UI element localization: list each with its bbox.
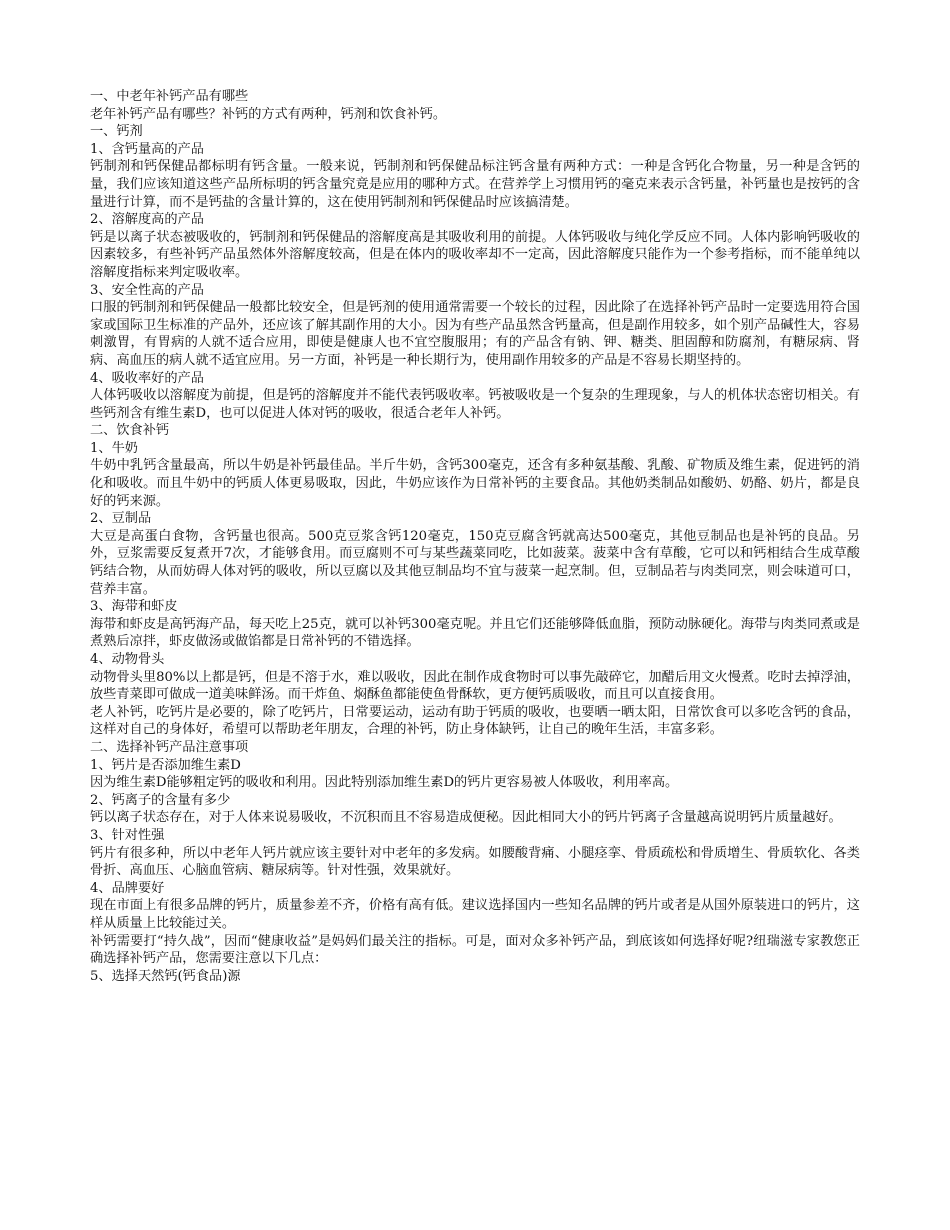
section-heading: 一、钙剂 <box>90 124 143 140</box>
subheading: 4、品牌要好 <box>90 880 165 896</box>
body-paragraph: 牛奶中乳钙含量最高，所以牛奶是补钙最佳品。半斤牛奶，含钙300毫克，还含有多种氨基酸、乳酸、矿物质及维生素，促进钙的消化和吸收。而且牛奶中的钙质人体更易吸取，因此，牛奶应该作为日常补钙的主要食品。其他奶类制品如酸奶、奶酪、奶片，都是良好的钙来源。 <box>90 458 860 509</box>
body-paragraph: 人体钙吸收以溶解度为前提，但是钙的溶解度并不能代表钙吸收率。钙被吸收是一个复杂的生理现象，与人的机体状态密切相关。有些钙剂含有维生素D，也可以促进人体对钙的吸收，很适合老年人补钙。 <box>90 388 860 421</box>
body-paragraph: 钙制剂和钙保健品都标明有钙含量。一般来说，钙制剂和钙保健品标注钙含量有两种方式：一种是含钙化合物量，另一种是含钙的量，我们应该知道这些产品所标明的钙含量究竟是应用的哪种方式。在营养学上习惯用钙的毫克来表示含钙量，补钙量也是按钙的含量进行计算，而不是钙盐的含量计算的，这在使用钙制剂和钙保健品时应该搞清楚。 <box>90 159 860 210</box>
body-paragraph: 钙是以离子状态被吸收的，钙制剂和钙保健品的溶解度高是其吸收利用的前提。人体钙吸收与纯化学反应不同。人体内影响钙吸收的因素较多，有些补钙产品虽然体外溶解度较高，但是在体内的吸收率却不一定高，因此溶解度只能作为一个参考指标，而不能单纯以溶解度指标来判定吸收率。 <box>90 229 860 280</box>
subheading: 1、牛奶 <box>90 440 138 456</box>
subheading: 5、选择天然钙(钙食品)源 <box>90 968 241 984</box>
body-paragraph: 动物骨头里80%以上都是钙，但是不溶于水，难以吸收，因此在制作成食物时可以事先敲碎它，加醋后用文火慢煮。吃时去掉浮油，放些青菜即可做成一道美味鲜汤。而干炸鱼、焖酥鱼都能使鱼骨酥软，更方便钙质吸收，而且可以直接食用。 <box>90 669 860 703</box>
body-paragraph: 因为维生素D能够粗定钙的吸收和利用。因此特别添加维生素D的钙片更容易被人体吸收，利用率高。 <box>90 775 679 791</box>
body-paragraph: 大豆是高蛋白食物，含钙量也很高。500克豆浆含钙120毫克，150克豆腐含钙就高达500毫克，其他豆制品也是补钙的良品。另外，豆浆需要反复煮开7次，才能够食用。而豆腐则不可与某些蔬菜同吃，比如菠菜。菠菜中含有草酸，它可以和钙相结合生成草酸钙结合物，从而妨碍人体对钙的吸收，所以豆腐以及其他豆制品均不宜与菠菜一起烹制。但，豆制品若与肉类同烹，则会味道可口，营养丰富。 <box>90 528 860 597</box>
body-paragraph: 补钙需要打“持久战”，因而“健康收益”是妈妈们最关注的指标。可是，面对众多补钙产品，到底该如何选择好呢?纽瑞滋专家教您正确选择补钙产品，您需要注意以下几点： <box>90 933 860 967</box>
subheading: 3、安全性高的产品 <box>90 282 204 298</box>
subheading: 4、吸收率好的产品 <box>90 370 204 386</box>
body-paragraph: 口服的钙制剂和钙保健品一般都比较安全，但是钙剂的使用通常需要一个较长的过程，因此除了在选择补钙产品时一定要选用符合国家或国际卫生标准的产品外，还应该了解其副作用的大小。因为有些产品虽然含钙量高，但是副作用较多，如个别产品碱性大，容易刺激胃，有胃病的人就不适合应用，即使是健康人也不宜空腹服用；有的产品含有钠、钾、糖类、胆固醇和防腐剂，有糖尿病、肾病、高血压的病人就不适宜应用。另一方面，补钙是一种长期行为，使用副作用较多的产品是不容易长期坚持的。 <box>90 300 860 368</box>
subheading: 3、针对性强 <box>90 827 165 843</box>
section-heading: 二、选择补钙产品注意事项 <box>90 739 249 755</box>
body-paragraph: 海带和虾皮是高钙海产品，每天吃上25克，就可以补钙300毫克呢。并且它们还能够降低血脂，预防动脉硬化。海带与肉类同煮或是煮熟后凉拌，虾皮做汤或做馅都是日常补钙的不错选择。 <box>90 616 860 650</box>
body-paragraph: 老人补钙，吃钙片是必要的，除了吃钙片，日常要运动，运动有助于钙质的吸收，也要晒一晒太阳，日常饮食可以多吃含钙的食品，这样对自己的身体好，希望可以帮助老年朋友，合理的补钙，防止身体缺钙，让自己的晚年生活，丰富多彩。 <box>90 704 860 738</box>
section-heading: 二、饮食补钙 <box>90 423 170 439</box>
subheading: 4、动物骨头 <box>90 652 165 667</box>
intro-paragraph: 老年补钙产品有哪些？补钙的方式有两种，钙剂和饮食补钙。 <box>90 106 447 122</box>
subheading: 1、含钙量高的产品 <box>90 141 204 157</box>
subheading: 2、豆制品 <box>90 511 152 527</box>
body-paragraph: 钙片有很多种，所以中老年人钙片就应该主要针对中老年的多发病。如腰酸背痛、小腿痉挛、骨质疏松和骨质增生、骨质软化、各类骨折、高血压、心脑血管病、糖尿病等。针对性强，效果就好。 <box>90 845 860 879</box>
subheading: 2、溶解度高的产品 <box>90 212 204 228</box>
subheading: 3、海带和虾皮 <box>90 599 178 615</box>
subheading: 1、钙片是否添加维生素D <box>90 757 241 773</box>
subheading: 2、钙离子的含量有多少 <box>90 792 231 808</box>
body-paragraph: 现在市面上有很多品牌的钙片，质量参差不齐，价格有高有低。建议选择国内一些知名品牌的钙片或者是从国外原装进口的钙片，这样从质量上比较能过关。 <box>90 898 860 931</box>
body-paragraph: 钙以离子状态存在，对于人体来说易吸收，不沉积而且不容易造成便秘。因此相同大小的钙片钙离子含量越高说明钙片质量越好。 <box>90 810 842 826</box>
section-heading: 一、中老年补钙产品有哪些 <box>90 89 249 104</box>
